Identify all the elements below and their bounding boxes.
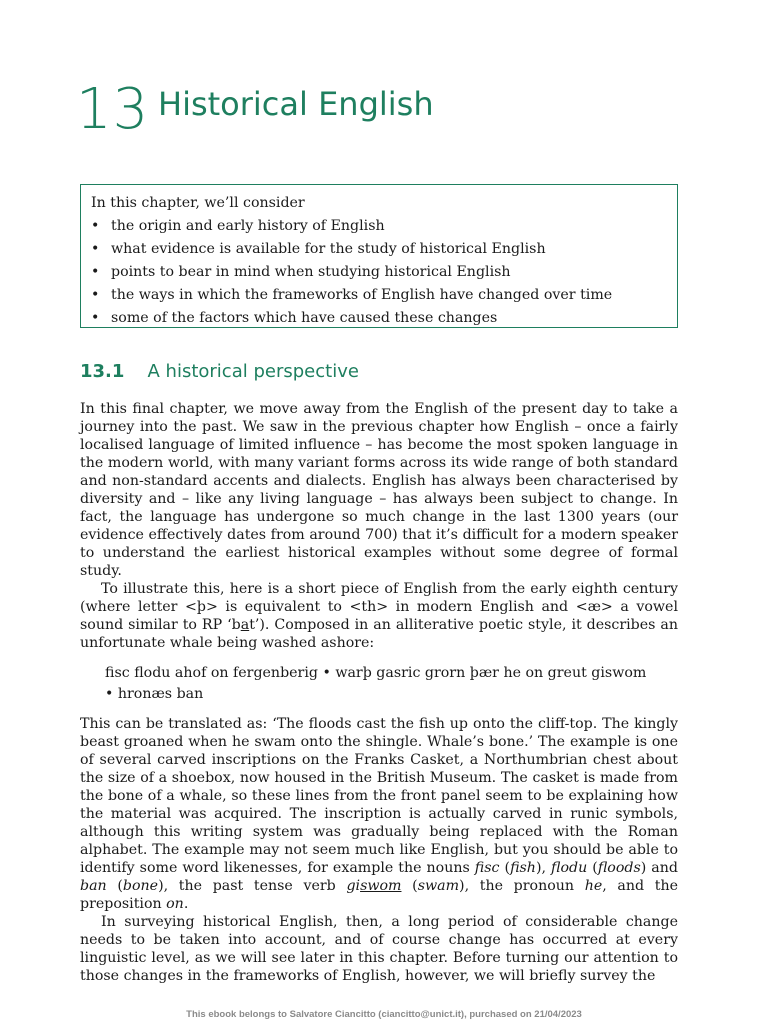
objective-item: • points to bear in mind when studying historical English (91, 261, 667, 284)
bullet-icon: • (91, 287, 100, 303)
bullet-icon: • (91, 241, 100, 257)
bullet-icon: • (91, 310, 100, 326)
example-line: fisc flodu ahof on fergenberig • warþ gasric grorn þær he on greut giswom (105, 665, 647, 681)
objective-item: • some of the factors which have caused these changes (91, 307, 667, 330)
section-number: 13.1 (80, 361, 125, 382)
paragraph-4: In surveying historical English, then, a long period of considerable change needs to be taken into account, and of course change has occurred at every linguistic level, as we will see later in this chapter. Before turning our attention to those changes in the frameworks of English, however, we will briefly survey the (80, 914, 678, 984)
objectives-list (91, 215, 667, 330)
paragraph-3: This can be translated as: ‘The floods cast the fish up onto the cliff-top. The kingly beast groaned when he swam onto the shingle. Whale’s bone.’ The example is one of several carved inscriptions on the Franks Casket, a Northumbrian chest about the size of a shoebox, now housed in the British Museum. The casket is made from the bone of a whale, so these lines from the front panel seem to be explaining how the material was acquired. The inscription is actually carved in runic symbols, although this writing system was gradually being replaced with the Roman alphabet. The example may not seem much like English, but you should be able to identify some word likenesses, for example the nouns fisc (fish), flodu (floods) and ban (bone), the past tense verb giswom (swam), the pronoun he, and the preposition on. (80, 716, 679, 912)
objective-item: • what evidence is available for the study of historical English (91, 238, 667, 261)
objectives-intro: In this chapter, we’ll consider (91, 195, 305, 211)
body-text (80, 400, 678, 985)
section-title: A historical perspective (147, 361, 359, 382)
bullet-icon: • (91, 264, 100, 280)
bullet-icon: • (91, 218, 100, 234)
chapter-objectives-box (80, 184, 678, 328)
chapter-title: Historical English (158, 85, 434, 123)
objective-item: • the ways in which the frameworks of English have changed over time (91, 284, 667, 307)
example-line: • hronæs ban (105, 686, 204, 702)
objective-item: • the origin and early history of English (91, 215, 667, 238)
paragraph-1: In this final chapter, we move away from the English of the present day to take a journey into the past. We saw in the previous chapter how English – once a fairly localised language of limited influence – has become the most spoken language in the modern world, with many variant forms across its wide range of both standard and non-standard accents and dialects. English has always been characterised by diversity and – like any living language – has always been subject to change. In fact, the language has undergone so much change in the last 1300 years (our evidence effectively dates from around 700) that it’s difficult for a modern speaker to understand the earliest historical examples without some degree of formal study. (80, 401, 678, 579)
old-english-example (105, 663, 678, 705)
paragraph-2: To illustrate this, here is a short piece of English from the early eighth century (where letter <þ> is equivalent to <th> in modern English and <æ> a vowel sound similar to RP ‘bat’). Composed in an alliterative poetic style, it describes an unfortunate whale being washed ashore: (80, 581, 678, 651)
section-heading (80, 361, 359, 389)
chapter-number: 13 (76, 77, 150, 142)
ebook-ownership-footer: This ebook belongs to Salvatore Ciancitto (ciancitto@unict.it), purchased on 21/04/2023 (186, 1009, 582, 1020)
